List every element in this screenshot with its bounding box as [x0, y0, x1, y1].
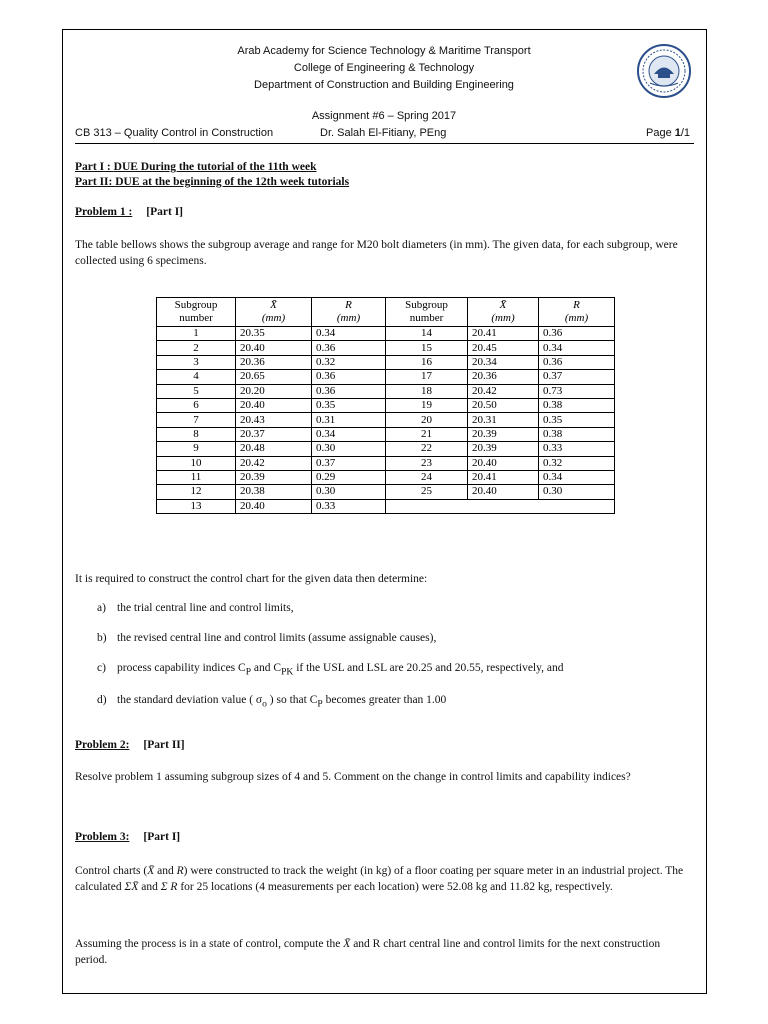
subgroup-number-cell: 12: [157, 485, 236, 499]
bolt-data-table: [156, 297, 615, 514]
page-total: /1: [680, 127, 691, 139]
range-value-cell: 0.30: [539, 485, 615, 499]
range-value-cell: 0.35: [312, 398, 386, 412]
xbar-value-cell: 20.43: [236, 413, 312, 427]
xbar-value-cell: 20.42: [468, 384, 539, 398]
range-value-cell: 0.73: [539, 384, 615, 398]
due-part1-label: Part I :: [75, 161, 114, 173]
subgroup-number-cell: 17: [386, 370, 468, 384]
college-name: College of Engineering & Technology: [293, 62, 475, 74]
header-subgroup-line2: number: [409, 312, 444, 324]
instructor-name: Dr. Salah El-Fitiany, PEng: [320, 127, 447, 139]
range-value-cell: 0.36: [312, 384, 386, 398]
range-value-cell: 0.32: [312, 355, 386, 369]
assignment-title: Assignment #6 – Spring 2017: [311, 110, 457, 122]
range-value-cell: 0.33: [539, 442, 615, 456]
problem2-heading: [75, 739, 185, 751]
range-value-cell: 0.30: [312, 442, 386, 456]
range-value-cell: 0.29: [312, 470, 386, 484]
subgroup-number-cell: 14: [386, 327, 468, 341]
header-range-symbol: R: [345, 299, 352, 311]
p3-text: Assuming the process is in a state of control, compute the: [75, 938, 344, 950]
xbar-value-cell: 20.38: [236, 485, 312, 499]
table-row: [157, 442, 615, 456]
subgroup-number-cell: 2: [157, 341, 236, 355]
table-row: [157, 413, 615, 427]
cpk-subscript: PK: [281, 666, 294, 678]
table-row: [157, 470, 615, 484]
list-text-pre: process capability indices C: [117, 662, 246, 674]
problem3-part: [Part I]: [143, 831, 181, 843]
table-row: [157, 499, 615, 513]
problem1-title: Problem 1 :: [75, 206, 133, 218]
xbar-value-cell: 20.37: [236, 427, 312, 441]
problem1-required: It is required to construct the control chart for the given data then determine:: [75, 573, 428, 585]
list-item-d: [97, 694, 446, 709]
header-xbar-right: [468, 298, 539, 327]
range-value-cell: 0.36: [539, 355, 615, 369]
sum-xbar-symbol: ΣX̄: [124, 881, 139, 893]
list-text: the trial central line and control limits,: [117, 602, 294, 614]
header-subgroup-right: [386, 298, 468, 327]
due-part1: [75, 159, 695, 175]
xbar-value-cell: 20.39: [236, 470, 312, 484]
page-prefix: Page: [646, 127, 675, 139]
xbar-value-cell: 20.40: [236, 341, 312, 355]
range-value-cell: 0.37: [539, 370, 615, 384]
subgroup-number-cell: 15: [386, 341, 468, 355]
subgroup-number-cell: 23: [386, 456, 468, 470]
xbar-symbol: X̄: [343, 938, 351, 950]
range-value-cell: 0.34: [539, 341, 615, 355]
range-value-cell: 0.34: [312, 327, 386, 341]
header-xbar-unit: (mm): [261, 312, 286, 324]
due-part2: [75, 174, 695, 190]
empty-cell: [386, 499, 615, 513]
header-range-symbol: R: [573, 299, 580, 311]
list-label: b): [97, 632, 107, 644]
due-part2-text: DUE at the beginning of the 12th week tutorials: [115, 176, 350, 188]
header-subgroup-left: [157, 298, 236, 327]
header-range-unit: (mm): [564, 312, 589, 324]
problem2-text: Resolve problem 1 assuming subgroup sizes of 4 and 5. Comment on the change in control limits and capability indices?: [75, 771, 631, 783]
subgroup-number-cell: 9: [157, 442, 236, 456]
xbar-value-cell: 20.48: [236, 442, 312, 456]
subgroup-number-cell: 22: [386, 442, 468, 456]
xbar-value-cell: 20.42: [236, 456, 312, 470]
xbar-value-cell: 20.45: [468, 341, 539, 355]
list-label: d): [97, 694, 107, 706]
problem3-paragraph1: [75, 863, 695, 895]
list-text-mid: and C: [251, 662, 282, 674]
sum-r-symbol: Σ R: [160, 881, 178, 893]
list-text-post: becomes greater than 1.00: [322, 694, 447, 706]
xbar-value-cell: 20.35: [236, 327, 312, 341]
page-number: [646, 127, 690, 139]
problem1-heading: [75, 206, 183, 218]
range-value-cell: 0.32: [539, 456, 615, 470]
range-value-cell: 0.38: [539, 427, 615, 441]
xbar-value-cell: 20.41: [468, 470, 539, 484]
problem2-title: Problem 2:: [75, 739, 130, 751]
subgroup-number-cell: 8: [157, 427, 236, 441]
xbar-value-cell: 20.40: [468, 485, 539, 499]
list-text-post: if the USL and LSL are 20.25 and 20.55, respectively, and: [293, 662, 564, 674]
subgroup-number-cell: 13: [157, 499, 236, 513]
range-value-cell: 0.36: [539, 327, 615, 341]
subgroup-number-cell: 19: [386, 398, 468, 412]
xbar-value-cell: 20.41: [468, 327, 539, 341]
header-range-left: [312, 298, 386, 327]
p3-text: and: [138, 881, 161, 893]
range-value-cell: 0.38: [539, 398, 615, 412]
p3-text: and R chart central line and control limits for the next construction period.: [75, 938, 661, 966]
header-subgroup-line1: Subgroup: [174, 299, 218, 311]
list-item-c: [97, 662, 564, 677]
header-range-unit: (mm): [336, 312, 361, 324]
problem3-heading: [75, 831, 180, 843]
table-row: [157, 398, 615, 412]
department-name: Department of Construction and Building Engineering: [254, 79, 514, 91]
range-value-cell: 0.34: [539, 470, 615, 484]
header-range-right: [539, 298, 615, 327]
subgroup-number-cell: 6: [157, 398, 236, 412]
problem1-part: [Part I]: [146, 206, 183, 218]
subgroup-number-cell: 24: [386, 470, 468, 484]
problem3-paragraph2: [75, 936, 695, 968]
list-text: the revised central line and control limits (assume assignable causes),: [117, 632, 437, 644]
xbar-value-cell: 20.36: [236, 355, 312, 369]
subgroup-number-cell: 5: [157, 384, 236, 398]
p3-text: Control charts (: [75, 865, 148, 877]
table-row: [157, 485, 615, 499]
table-row: [157, 456, 615, 470]
sigma-subscript: o: [262, 698, 267, 710]
subgroup-number-cell: 11: [157, 470, 236, 484]
subgroup-number-cell: 16: [386, 355, 468, 369]
subgroup-number-cell: 7: [157, 413, 236, 427]
p3-text: ) were constructed to track the weight (in kg) of a floor coating per square meter in an industrial project. The calculated: [75, 865, 684, 893]
header-subgroup-line1: Subgroup: [405, 299, 448, 311]
problem3-title: Problem 3:: [75, 831, 130, 843]
course-code: CB 313 – Quality Control in Construction: [75, 127, 274, 139]
list-label: c): [97, 662, 106, 674]
xbar-value-cell: 20.50: [468, 398, 539, 412]
list-label: a): [97, 602, 106, 614]
p3-text: for 25 locations (4 measurements per each location) were 52.08 kg and 11.82 kg, respectively.: [177, 881, 613, 893]
r-symbol: R: [176, 865, 184, 877]
range-value-cell: 0.37: [312, 456, 386, 470]
subgroup-number-cell: 20: [386, 413, 468, 427]
list-text-mid: ) so that C: [266, 694, 318, 706]
range-value-cell: 0.35: [539, 413, 615, 427]
xbar-value-cell: 20.65: [236, 370, 312, 384]
list-item-b: [97, 632, 436, 644]
xbar-value-cell: 20.39: [468, 442, 539, 456]
subgroup-number-cell: 25: [386, 485, 468, 499]
xbar-value-cell: 20.40: [236, 398, 312, 412]
range-value-cell: 0.36: [312, 370, 386, 384]
range-value-cell: 0.30: [312, 485, 386, 499]
xbar-value-cell: 20.20: [236, 384, 312, 398]
header-xbar-symbol: X̄: [270, 299, 277, 311]
subgroup-number-cell: 4: [157, 370, 236, 384]
university-seal-icon: [636, 43, 692, 99]
header-xbar-symbol: X̄: [499, 299, 507, 311]
list-text-pre: the standard deviation value ( σ: [117, 694, 263, 706]
xbar-value-cell: 20.39: [468, 427, 539, 441]
header-subgroup-line2: number: [179, 312, 213, 324]
institution-name: Arab Academy for Science Technology & Maritime Transport: [237, 45, 531, 57]
range-value-cell: 0.34: [312, 427, 386, 441]
xbar-value-cell: 20.40: [236, 499, 312, 513]
subgroup-number-cell: 1: [157, 327, 236, 341]
p3-text: and: [154, 865, 177, 877]
cp-subscript: P: [245, 666, 252, 678]
table-row: [157, 370, 615, 384]
subgroup-number-cell: 21: [386, 427, 468, 441]
xbar-value-cell: 20.31: [468, 413, 539, 427]
table-row: [157, 341, 615, 355]
subgroup-number-cell: 10: [157, 456, 236, 470]
table-header-row: [157, 298, 615, 327]
xbar-symbol: X̄: [147, 865, 155, 877]
due-part1-text: DUE During the tutorial of the 11th week: [113, 161, 317, 173]
table-row: [157, 427, 615, 441]
subgroup-number-cell: 3: [157, 355, 236, 369]
range-value-cell: 0.31: [312, 413, 386, 427]
header-rule: [75, 143, 694, 144]
table-row: [157, 355, 615, 369]
range-value-cell: 0.33: [312, 499, 386, 513]
xbar-value-cell: 20.34: [468, 355, 539, 369]
range-value-cell: 0.36: [312, 341, 386, 355]
table-row: [157, 384, 615, 398]
problem2-part: [Part II]: [143, 739, 185, 751]
cp-subscript: P: [317, 698, 323, 710]
page-current: 1: [674, 127, 681, 139]
header-xbar-unit: (mm): [491, 312, 515, 324]
list-item-a: [97, 602, 294, 614]
problem1-intro: The table bellows shows the subgroup average and range for M20 bolt diameters (in mm). The given data, for each subgroup, were collected using 6 specimens.: [75, 239, 678, 267]
xbar-value-cell: 20.36: [468, 370, 539, 384]
table-row: [157, 327, 615, 341]
due-part2-label: Part II:: [75, 176, 116, 188]
header-xbar-left: [236, 298, 312, 327]
xbar-value-cell: 20.40: [468, 456, 539, 470]
subgroup-number-cell: 18: [386, 384, 468, 398]
